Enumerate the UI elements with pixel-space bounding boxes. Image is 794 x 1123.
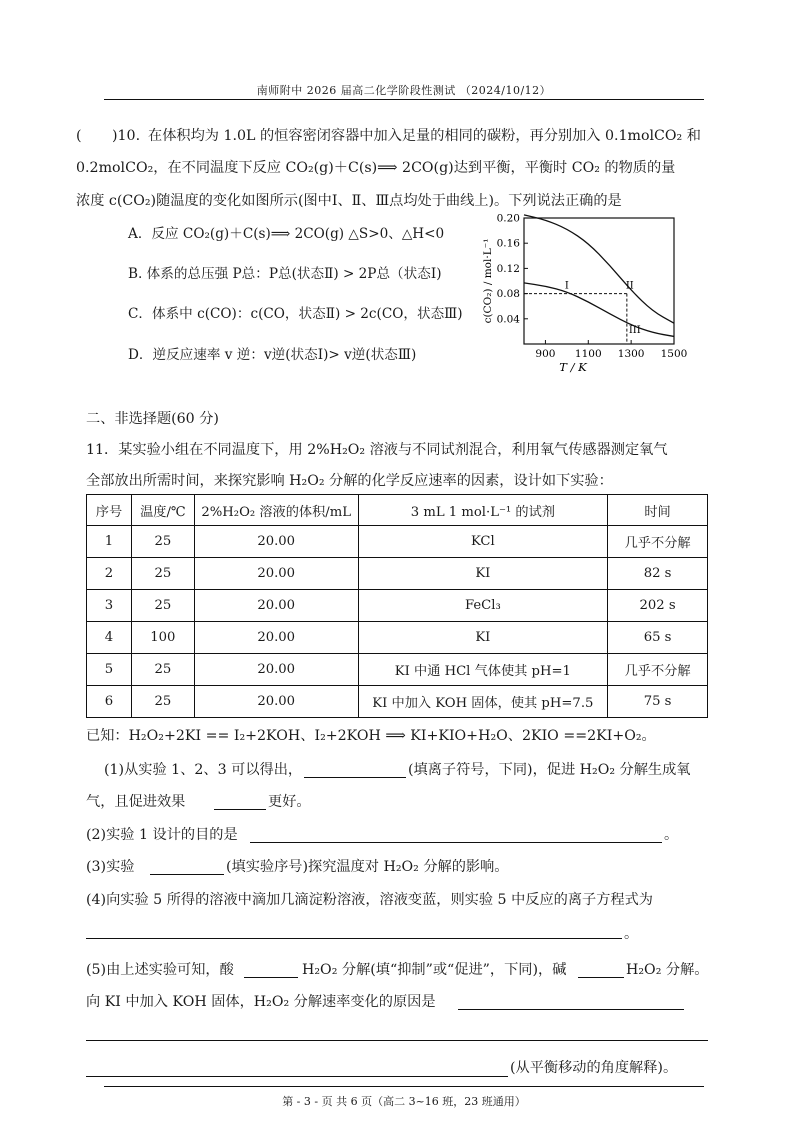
table-cell: 202 s [608,590,708,622]
y-tick-label: 0.04 [496,313,520,326]
table-header-cell: 3 mL 1 mol·L⁻¹ 的试剂 [358,495,608,526]
table-cell: 20.00 [194,590,358,622]
plot-frame [524,218,674,344]
point-label: I [564,280,569,292]
table-row [87,686,708,718]
x-tick-label: 900 [535,348,556,360]
blank-effect[interactable] [214,795,266,810]
point-label: II [625,280,634,292]
page-header: 南师附中 2026 届高二化学阶段性测试 （2024/10/12） [256,84,552,97]
table-cell: KI [358,622,608,654]
y-tick-label: 0.12 [496,262,520,275]
p2-text: (2)实验 1 设计的目的是 [86,827,238,843]
table-header-row [87,495,708,526]
table-header-cell: 时间 [608,495,708,526]
q10-option-b: B. 体系的总压强 P总：P总(状态Ⅱ) > 2P总（状态Ⅰ) [128,266,442,282]
table-cell: 75 s [608,686,708,718]
p3-text-b: (填实验序号)探究温度对 H₂O₂ 分解的影响。 [226,859,509,875]
answer-paren-left: ( [76,128,82,144]
table-cell: 6 [87,686,132,718]
p5-end: (从平衡移动的角度解释)。 [510,1060,678,1076]
blank-base-effect[interactable] [578,963,624,978]
y-axis-label: c(CO₂) / mol·L⁻¹ [482,238,494,324]
table-cell: 25 [131,686,194,718]
table-header-cell: 序号 [87,495,132,526]
blank-experiment-numbers[interactable] [150,860,224,875]
table-cell: 20.00 [194,654,358,686]
co2-temperature-chart [478,208,688,376]
p1-text-d: 更好。 [268,794,311,810]
table-header-cell: 温度/℃ [131,495,194,526]
table-cell: 20.00 [194,686,358,718]
table-cell: 5 [87,654,132,686]
table-cell: 几乎不分解 [608,526,708,558]
table-cell: 25 [131,590,194,622]
q10-stem-line3: 浓度 c(CO₂)随温度的变化如图所示(图中Ⅰ、Ⅱ、Ⅲ点均处于曲线上)。下列说法正确的是 [76,193,622,209]
table-cell: 20.00 [194,622,358,654]
y-tick-label: 0.20 [496,212,520,225]
table-cell: 100 [131,622,194,654]
p5-text-a: (5)由上述实验可知，酸 [86,962,234,978]
q10-option-d: D．逆反应速率 v 逆：v逆(状态Ⅰ)> v逆(状态Ⅲ) [128,347,417,363]
p3-text-a: (3)实验 [86,859,135,875]
p4-text: (4)向实验 5 所得的溶液中滴加几滴淀粉溶液，溶液变蓝，则实验 5 中反应的离子方程式为 [86,892,653,908]
table-row [87,590,708,622]
table-row [87,622,708,654]
table-cell: 20.00 [194,526,358,558]
q10-number: )10. [112,128,141,144]
section-title: 二、非选择题(60 分) [86,411,219,427]
blank-reason-2[interactable] [86,1040,708,1042]
footer-rule [104,1086,704,1087]
point-label: III [628,325,641,337]
table-cell: KCl [358,526,608,558]
table-cell: KI 中通 HCl 气体使其 pH=1 [358,654,608,686]
blank-ion-equation[interactable] [86,938,622,940]
p1-text-c: 气，且促进效果 [86,794,186,810]
table-cell: 65 s [608,622,708,654]
table-cell: 25 [131,526,194,558]
table-row [87,558,708,590]
table-header-cell: 2%H₂O₂ 溶液的体积/mL [194,495,358,526]
header-rule [104,99,704,100]
table-row [87,526,708,558]
p5-text-b: H₂O₂ 分解(填“抑制”或“促进”，下同)，碱 [302,962,567,978]
table-cell: 1 [87,526,132,558]
table-cell: KI [358,558,608,590]
blank-acid-effect[interactable] [244,963,298,978]
q10-option-c: C．体系中 c(CO)：c(CO，状态Ⅱ) > 2c(CO，状态Ⅲ) [128,306,463,322]
x-tick-label: 1500 [660,348,688,360]
blank-reason-1[interactable] [458,995,684,1010]
table-cell: 82 s [608,558,708,590]
q11-stem-line1: 11．某实验小组在不同温度下，用 2%H₂O₂ 溶液与不同试剂混合，利用氧气传感器测定氧气 [86,442,668,458]
curve-series-1 [524,215,674,323]
x-tick-label: 1300 [617,348,645,360]
table-row [87,654,708,686]
x-tick-label: 1100 [574,348,602,360]
p1-text-b: (填离子符号，下同)，促进 H₂O₂ 分解生成氧 [408,762,691,778]
table-cell: 3 [87,590,132,622]
p5-text-c: H₂O₂ 分解。 [626,962,709,978]
q10-stem-line1: 在体积均为 1.0L 的恒容密闭容器中加入足量的相同的碳粉，再分别加入 0.1molCO₂ 和 [148,128,701,144]
p4-end: 。 [624,926,639,942]
table-cell: 20.00 [194,558,358,590]
page-footer: 第 - 3 - 页 共 6 页（高二 3~16 班，23 班通用） [282,1095,526,1108]
table-cell: 几乎不分解 [608,654,708,686]
q10-stem-line2: 0.2molCO₂，在不同温度下反应 CO₂(g)＋C(s)⟹ 2CO(g)达到平衡，平衡时 CO₂ 的物质的量 [76,160,676,176]
x-axis-label: T / K [559,360,587,374]
blank-purpose[interactable] [250,828,662,843]
known-equations: 已知：H₂O₂+2KI == I₂+2KOH、I₂+2KOH ⟹ KI+KIO+H₂O、2KIO ==2KI+O₂。 [86,728,656,744]
table-cell: 4 [87,622,132,654]
table-cell: KI 中加入 KOH 固体，使其 pH=7.5 [358,686,608,718]
y-tick-label: 0.08 [496,288,520,301]
table-cell: 25 [131,558,194,590]
table-cell: 2 [87,558,132,590]
p1-text-a: (1)从实验 1、2、3 可以得出， [104,762,303,778]
q11-stem-line2: 全部放出所需时间，来探究影响 H₂O₂ 分解的化学反应速率的因素，设计如下实验： [86,473,613,489]
blank-ions[interactable] [304,763,406,778]
p2-end: 。 [664,827,679,843]
table-cell: FeCl₃ [358,590,608,622]
q10-option-a: A．反应 CO₂(g)＋C(s)⟹ 2CO(g) △S>0、△H<0 [128,226,445,242]
p5-text-d: 向 KI 中加入 KOH 固体，H₂O₂ 分解速率变化的原因是 [86,994,436,1010]
table-cell: 25 [131,654,194,686]
experiment-table [86,494,708,718]
blank-reason-3[interactable] [86,1076,508,1078]
y-tick-label: 0.16 [496,237,520,250]
